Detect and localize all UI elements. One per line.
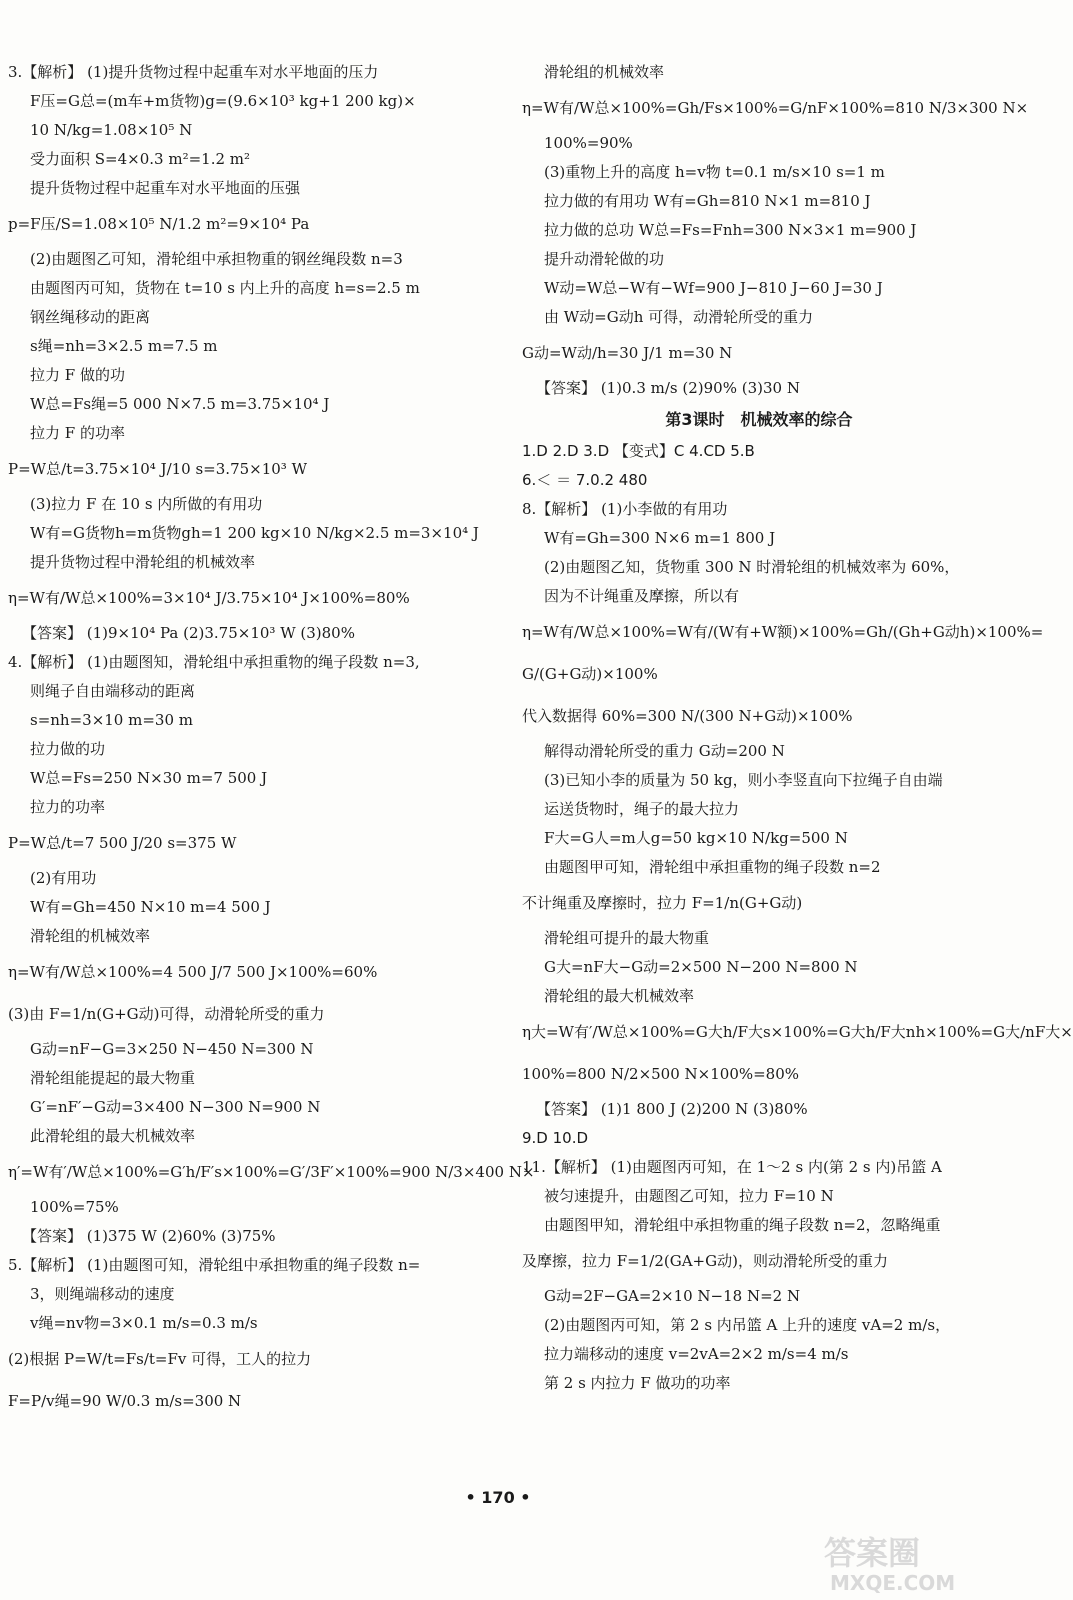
section-heading: 第3课时 机械效率的综合 [665,410,853,429]
watermark-sub-text: MXQE.COM [830,1571,956,1595]
text-line: 滑轮组可提升的最大物重 [544,929,710,947]
answer-line: 【答案】 (1)375 W (2)60% (3)75% [22,1227,276,1245]
text-line: 代入数据得 60%=300 N/(300 N+G动)×100% [522,707,853,725]
text-line: 拉力 F 的功率 [30,424,125,442]
text-line: 拉力做的功 [30,740,106,758]
text-line: G/(G+G动)×100% [522,665,658,683]
text-line: 拉力端移动的速度 v=2vA=2×2 m/s=4 m/s [544,1345,849,1363]
text-line: 由题图甲可知，滑轮组中承担重物的绳子段数 n=2 [544,858,881,876]
text-line: 11.【解析】 (1)由题图丙可知，在 1～2 s 内(第 2 s 内)吊篮 A [522,1158,942,1176]
text-line: 拉力 F 做的功 [30,366,125,384]
text-line: η=W有/W总×100%=Gh/Fs×100%=G/nF×100%=810 N/3×300 N× [522,99,1029,117]
text-line: W总=Fs绳=5 000 N×7.5 m=3.75×10⁴ J [30,395,330,413]
text-line: 此滑轮组的最大机械效率 [30,1127,196,1145]
text-line: G动=W动/h=30 J/1 m=30 N [522,344,733,362]
text-line: W有=Gh=450 N×10 m=4 500 J [30,898,271,916]
text-line: η=W有/W总×100%=W有/(W有+W额)×100%=Gh/(Gh+G动h)×100%= [522,623,1044,641]
text-line: 第 2 s 内拉力 F 做功的功率 [544,1374,731,1392]
watermark-logo [818,1528,988,1594]
text-line: 拉力做的总功 W总=Fs=Fnh=300 N×3×1 m=900 J [544,221,917,239]
text-line: F=P/v绳=90 W/0.3 m/s=300 N [8,1392,242,1410]
text-line: 由题图甲知，滑轮组中承担物重的绳子段数 n=2，忽略绳重 [544,1216,941,1234]
text-line: G动=2F−GA=2×10 N−18 N=2 N [544,1287,801,1305]
text-line: v绳=nv物=3×0.1 m/s=0.3 m/s [30,1314,258,1332]
text-line: 拉力的功率 [30,798,106,816]
text-line: 提升货物过程中滑轮组的机械效率 [30,553,256,571]
text-line: 10 N/kg=1.08×10⁵ N [30,121,193,139]
text-line: 不计绳重及摩擦时，拉力 F=1/n(G+G动) [522,894,803,912]
text-line: G大=nF大−G动=2×500 N−200 N=800 N [544,958,858,976]
answer-line: 【答案】 (1)9×10⁴ Pa (2)3.75×10³ W (3)80% [22,624,355,642]
text-line: 滑轮组的机械效率 [544,63,665,81]
text-line: W总=Fs=250 N×30 m=7 500 J [30,769,268,787]
answer-line: 【答案】 (1)0.3 m/s (2)90% (3)30 N [536,379,800,397]
text-line: (2)由题图丙可知，第 2 s 内吊篮 A 上升的速度 vA=2 m/s， [544,1316,951,1334]
text-line: η=W有/W总×100%=4 500 J/7 500 J×100%=60% [8,963,378,981]
text-line: G′=nF′−G动=3×400 N−300 N=900 N [30,1098,321,1116]
text-line: 100%=75% [30,1198,119,1216]
text-line: 被匀速提升，由题图乙可知，拉力 F=10 N [544,1187,834,1205]
text-line: η′=W有′/W总×100%=G′h/F′s×100%=G′/3F′×100%=900 N/3×400 N× [8,1163,535,1181]
text-line: 解得动滑轮所受的重力 G动=200 N [544,742,785,760]
text-line: (3)拉力 F 在 10 s 内所做的有用功 [30,495,263,513]
text-line: 8.【解析】 (1)小李做的有用功 [522,500,728,518]
text-line: (2)有用功 [30,869,97,887]
text-line: 100%=90% [544,134,633,152]
text-line: 拉力做的有用功 W有=Gh=810 N×1 m=810 J [544,192,871,210]
text-line: 提升货物过程中起重车对水平地面的压强 [30,179,301,197]
text-line: 则绳子自由端移动的距离 [30,682,196,700]
right-column [522,58,1073,1398]
answer-line: 【答案】 (1)1 800 J (2)200 N (3)80% [536,1100,808,1118]
text-line: P=W总/t=3.75×10⁴ J/10 s=3.75×10³ W [8,460,308,478]
text-line: η=W有/W总×100%=3×10⁴ J/3.75×10⁴ J×100%=80% [8,589,410,607]
text-line: 6.＜ ＝ 7.0.2 480 [522,471,648,489]
text-line: G动=nF−G=3×250 N−450 N=300 N [30,1040,314,1058]
text-line: p=F压/S=1.08×10⁵ N/1.2 m²=9×10⁴ Pa [8,215,310,233]
text-line: 由 W动=G动h 可得，动滑轮所受的重力 [544,308,814,326]
text-line: (2)由题图乙可知，滑轮组中承担物重的钢丝绳段数 n=3 [30,250,403,268]
text-line: F压=G总=(m车+m货物)g=(9.6×10³ kg+1 200 kg)× [30,92,416,110]
page-number: • 170 • [465,1488,531,1507]
text-line: 因为不计绳重及摩擦，所以有 [544,587,740,605]
text-line: P=W总/t=7 500 J/20 s=375 W [8,834,237,852]
text-line: 3，则绳端移动的速度 [30,1285,175,1303]
text-line: 受力面积 S=4×0.3 m²=1.2 m² [30,150,251,168]
text-line: 3.【解析】 (1)提升货物过程中起重车对水平地面的压力 [8,63,379,81]
text-line: 5.【解析】 (1)由题图可知，滑轮组中承担物重的绳子段数 n= [8,1256,421,1274]
text-line: 滑轮组的最大机械效率 [544,987,695,1005]
text-line: 滑轮组能提起的最大物重 [30,1069,196,1087]
text-line: (2)由题图乙知，货物重 300 N 时滑轮组的机械效率为 60%， [544,558,960,576]
text-line: η大=W有′/W总×100%=G大h/F大s×100%=G大h/F大nh×100%=G大/nF大× [522,1023,1073,1041]
text-line: 及摩擦，拉力 F=1/2(GA+G动)，则动滑轮所受的重力 [522,1252,888,1270]
text-line: 4.【解析】 (1)由题图知，滑轮组中承担重物的绳子段数 n=3, [8,653,420,671]
text-line: s绳=nh=3×2.5 m=7.5 m [30,337,218,355]
text-line: (3)已知小李的质量为 50 kg，则小李竖直向下拉绳子自由端 [544,771,943,789]
text-line: W动=W总−W有−Wf=900 J−810 J−60 J=30 J [544,279,883,297]
text-line: 由题图丙可知，货物在 t=10 s 内上升的高度 h=s=2.5 m [30,279,420,297]
text-line: 100%=800 N/2×500 N×100%=80% [522,1065,800,1083]
text-line: W有=G货物h=m货物gh=1 200 kg×10 N/kg×2.5 m=3×10⁴ J [30,524,479,542]
text-line: W有=Gh=300 N×6 m=1 800 J [544,529,776,547]
text-line: 钢丝绳移动的距离 [30,308,151,326]
text-line: (3)重物上升的高度 h=v物 t=0.1 m/s×10 s=1 m [544,163,885,181]
text-line: (3)由 F=1/n(G+G动)可得，动滑轮所受的重力 [8,1005,325,1023]
text-line: 1.D 2.D 3.D 【变式】C 4.CD 5.B [522,442,755,460]
text-line: 滑轮组的机械效率 [30,927,151,945]
text-line: F大=G人=m人g=50 kg×10 N/kg=500 N [544,829,848,847]
text-line: 提升动滑轮做的功 [544,250,665,268]
text-line: 9.D 10.D [522,1129,589,1147]
text-line: 运送货物时，绳子的最大拉力 [544,800,740,818]
text-line: s=nh=3×10 m=30 m [30,711,193,729]
text-line: (2)根据 P=W/t=Fs/t=Fv 可得，工人的拉力 [8,1350,312,1368]
watermark-main-text: 答案圈 [824,1534,921,1572]
left-column [8,58,535,1422]
